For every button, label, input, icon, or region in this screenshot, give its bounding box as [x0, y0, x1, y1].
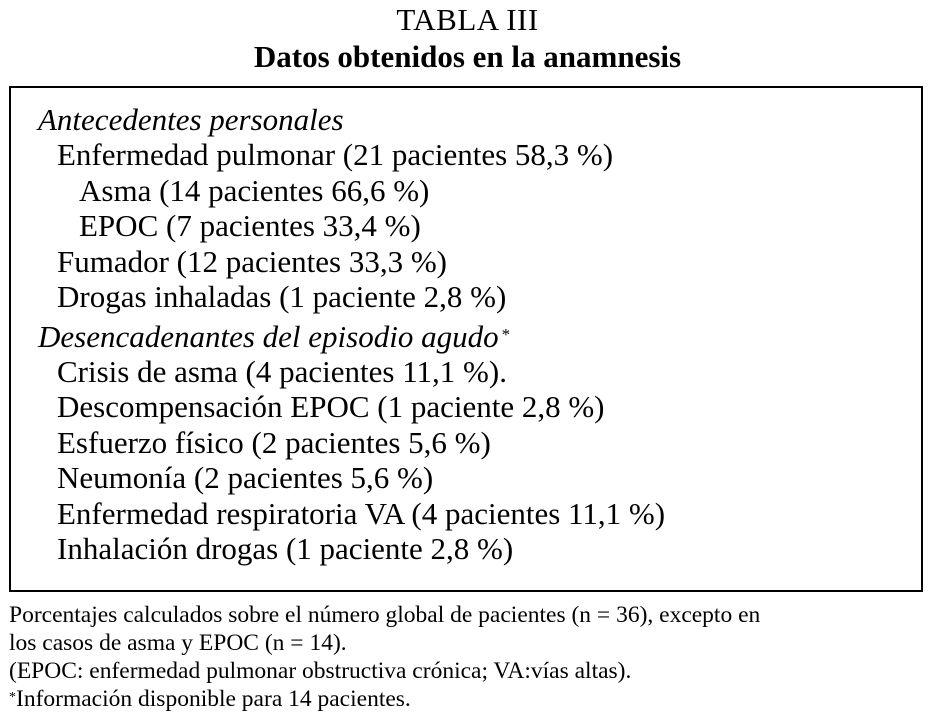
footnote-text: Información disponible para 14 pacientes. [16, 686, 411, 712]
list-item: Neumonía (2 pacientes 5,6 %) [57, 460, 434, 495]
table-title: Datos obtenidos en la anamnesis [253, 39, 682, 74]
list-item: Enfermedad pulmonar (21 pacientes 58,3 %) [57, 137, 614, 172]
list-item: Enfermedad respiratoria VA (4 pacientes 11,1 %) [57, 495, 666, 531]
footnote-line [9, 685, 929, 713]
asterisk-marker: * [501, 324, 511, 344]
section-heading-text: Antecedentes personales [38, 102, 344, 137]
list-item: Esfuerzo físico (2 pacientes 5,6 %) [57, 424, 491, 460]
table-footnotes [9, 601, 929, 713]
asterisk-marker: * [9, 690, 16, 705]
list-item: EPOC (7 pacientes 33,4 %) [79, 208, 421, 243]
table-label: TABLA III [396, 2, 539, 37]
list-item: Descompensación EPOC (1 paciente 2,8 %) [57, 389, 605, 424]
list-item: Inhalación drogas (1 paciente 2,8 %) [57, 531, 514, 566]
section-heading [11, 102, 921, 137]
list-item: Asma (14 pacientes 66,6 %) [79, 172, 430, 208]
footnote-line: (EPOC: enfermedad pulmonar obstructiva crónica; VA:vías altas). [9, 658, 632, 684]
footnote-line: Porcentajes calculados sobre el número global de pacientes (n = 36), excepto en [9, 602, 761, 628]
list-item: Drogas inhaladas (1 paciente 2,8 %) [57, 279, 507, 314]
section-antecedentes [11, 102, 921, 315]
section-desencadenantes [11, 319, 921, 567]
table-box [9, 86, 923, 592]
list-item: Fumador (12 pacientes 33,3 %) [57, 243, 447, 279]
section-heading-text: Desencadenantes del episodio agudo [38, 318, 499, 354]
table-caption [0, 0, 935, 76]
list-item: Crisis de asma (4 pacientes 11,1 %). [57, 353, 507, 389]
footnote-line: los casos de asma y EPOC (n = 14). [9, 630, 347, 656]
section-heading [11, 319, 921, 354]
